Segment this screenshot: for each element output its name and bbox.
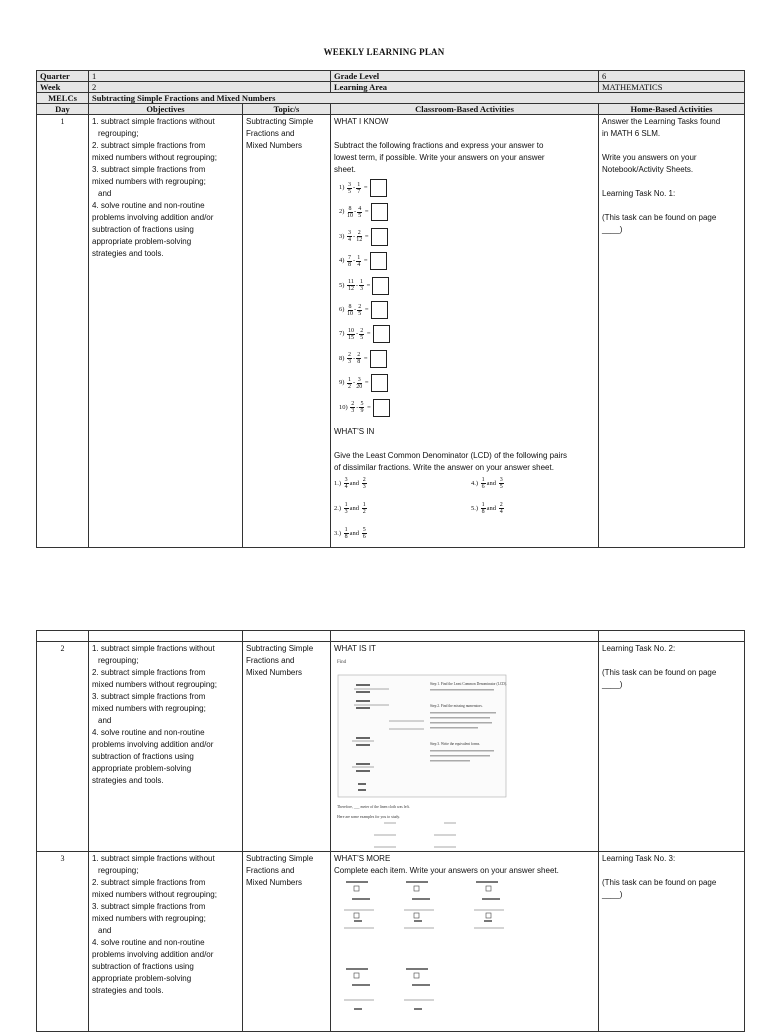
answer-box[interactable] [373,399,390,417]
weekly-plan-table [36,70,745,548]
denominator: 6 [481,484,485,490]
fraction [344,502,349,515]
denominator: 6 [362,534,366,540]
quarter-value: 1 [89,71,331,82]
denominator: 4 [348,237,352,244]
denominator: 3 [360,286,363,293]
denominator: 9 [360,408,364,415]
denominator: 4 [499,509,503,515]
denominator: 7 [357,188,361,195]
objective-line: appropriate problem-solving [92,974,192,983]
learning-task-1: Learning Task No. 1: [602,189,676,198]
denominator: 8 [481,509,485,515]
fraction [362,477,367,490]
what-is-it-heading: WHAT IS IT [334,644,376,653]
denominator: 4 [357,261,361,268]
fraction [344,527,349,540]
topic-line: Subtracting Simple [246,644,314,653]
denominator: 3 [362,484,366,490]
home-line: Answer the Learning Tasks found [602,117,721,126]
denominator: 3 [344,509,348,515]
objective-line: 3. subtract simple fractions from [92,902,206,911]
item-lines [344,910,504,1000]
numerator: 1 [357,254,361,261]
whats-more-heading: WHAT’S MORE [334,854,391,863]
problem-number: 5) [339,281,345,289]
pair-number: 2.) [334,504,342,512]
answer-box[interactable] [370,252,387,270]
melcs-row [37,93,745,104]
day3-home [599,852,745,1032]
week-label: Week [37,82,89,93]
problem-item: 1) $\frac{3}{5}$ - $\frac{1}{7}$ = [339,179,387,197]
numerator: 2 [351,401,355,408]
answer-box[interactable] [372,277,389,295]
answer-box[interactable] [370,179,387,197]
grade-value: 6 [599,71,745,82]
problem-item: 5) $\frac{11}{12}$ - $\frac{1}{3}$ = [339,277,389,295]
col-day: Day [37,104,89,115]
objective-line: subtraction of fractions using [92,962,194,971]
whats-in-heading: WHAT’S IN [334,427,375,436]
answer-box[interactable] [373,325,390,343]
lcd-pair-item [471,477,505,490]
day3-number: 3 [37,852,89,1032]
objective-line: strategies and tools. [92,776,164,785]
numerator: 11 [348,279,354,286]
objective-line: 1. subtract simple fractions without [92,117,215,126]
numerator: 3 [348,230,352,237]
objective-line: mixed numbers without regrouping; [92,680,217,689]
lcd-pair-item [334,502,368,515]
col-home: Home-Based Activities [599,104,745,115]
home-line: (This task can be found on page [602,213,717,222]
fraction [481,477,486,490]
objective-line: mixed numbers without regrouping; [92,890,217,899]
numerator: 1 [348,376,352,383]
fraction [356,352,361,365]
quarter-row [37,71,745,82]
fraction [356,230,362,243]
instruction-line: lowest term, if possible. Write your answers on your answer [334,153,545,162]
home-line: ____) [602,225,623,234]
melcs-label: MELCs [37,93,89,104]
steps-panel [338,675,506,797]
home-line: Write you answers on your [602,153,697,162]
fraction [499,477,504,490]
denominator: 10 [347,212,354,219]
problem-item: 10) $\frac{2}{3}$ - $\frac{5}{9}$ = [339,399,390,417]
day3-topic [243,852,331,1032]
objective-line: and [98,716,112,725]
step-3-note: Step 3. Write the equivalent forms. [430,742,481,746]
problem-number: 10) [339,403,348,411]
fraction [350,401,355,414]
day1-objectives [89,115,243,548]
problem-number: 6) [339,306,345,313]
objective-line: 4. solve routine and non-routine [92,938,205,947]
fraction [347,255,352,268]
numerator: 1 [481,502,485,508]
pair-number: 5.) [471,504,479,512]
home-line: ____) [602,890,623,899]
topic-line: Subtracting Simple [246,854,314,863]
area-label: Learning Area [331,82,599,93]
numerator: 3 [344,477,348,483]
objective-line: subtraction of fractions using [92,225,194,234]
topic-line: Mixed Numbers [246,878,303,887]
numerator: 4 [358,205,362,212]
answer-box[interactable] [371,228,388,246]
denominator: 5 [499,484,503,490]
home-line: Notebook/Activity Sheets. [602,165,694,174]
day2-topic [243,642,331,852]
day1-topic [243,115,331,548]
figure-note: Therefore, ___ meter of the linen cloth was left. [337,805,410,809]
objective-line: and [98,926,112,935]
complete-items-figure [334,878,596,1018]
objective-line: 2. subtract simple fractions from [92,141,206,150]
whats-in-instruction: Give the Least Common Denominator (LCD) of the following pairs [334,451,567,460]
whats-more-instruction: Complete each item. Write your answers on your answer sheet. [334,866,559,875]
objective-line: regrouping; [98,656,139,665]
fraction [356,182,361,195]
numerator: 7 [348,254,352,261]
fraction [357,206,362,219]
numerator: 1 [362,502,366,508]
denominator: 2 [348,383,352,390]
denominator: 10 [347,310,354,317]
topic-line: Fractions and [246,129,295,138]
numerator: 5 [362,527,366,533]
problem-item: 6) $\frac{8}{10}$ - $\frac{2}{5}$ = [339,301,388,319]
week-value: 2 [89,82,331,93]
objective-line: subtraction of fractions using [92,752,194,761]
examples [374,823,456,847]
worked-example-figure [334,655,596,849]
problem-item: 7) $\frac{10}{15}$ - $\frac{2}{5}$ = [339,325,390,343]
grade-label: Grade Level [331,71,599,82]
and-word: and [349,529,360,537]
objective-line: problems involving addition and/or [92,740,214,749]
objective-line: mixed numbers with regrouping; [92,704,206,713]
numerator: 1 [344,527,348,533]
numerator: 1 [357,181,361,188]
objective-line: mixed numbers with regrouping; [92,914,206,923]
objective-line: appropriate problem-solving [92,764,192,773]
fraction [347,206,353,219]
blank-header-row [37,631,745,642]
fraction [356,255,361,268]
day2-classroom [331,642,599,852]
numerator: 5 [360,401,364,408]
fraction [359,401,364,414]
item-glyphs [346,881,500,1010]
topic-line: Mixed Numbers [246,668,303,677]
home-line: in MATH 6 SLM. [602,129,661,138]
day3-classroom [331,852,599,1032]
denominator: 12 [347,286,354,293]
fraction [347,182,352,195]
answer-box[interactable] [371,203,388,221]
day1-home [599,115,745,548]
numerator: 2 [362,477,366,483]
and-word: and [486,479,497,487]
numerator: 2 [348,352,352,359]
fraction [347,377,352,390]
objective-line: 1. subtract simple fractions without [92,644,215,653]
weekly-plan-table-page2 [36,630,745,1032]
col-objectives: Objectives [89,104,243,115]
figure-note-2: Here are some examples for you to study. [337,815,401,819]
and-word: and [349,479,360,487]
denominator: 8 [357,359,361,366]
numerator: 2 [360,327,364,334]
area-value: MATHEMATICS [599,82,745,93]
denominator: 3 [351,408,355,415]
step-2-note: Step 2. Find the missing numerators. [430,704,483,708]
day3-row [37,852,745,1032]
whats-in-instruction: of dissimilar fractions. Write the answer on your answer sheet. [334,463,554,472]
day1-row [37,115,745,548]
objective-line: and [98,189,112,198]
lcd-pair-item [334,527,368,540]
topic-line: Fractions and [246,656,295,665]
fraction [356,377,362,390]
fraction [344,477,349,490]
numerator: 2 [499,502,503,508]
topic-line: Subtracting Simple [246,117,314,126]
numerator: 3 [348,181,352,188]
numerator: 2 [358,303,362,310]
objective-line: regrouping; [98,866,139,875]
instruction-line: Subtract the following fractions and express your answer to [334,141,544,150]
numerator: 10 [348,327,355,334]
fraction [359,328,364,341]
home-line: ____) [602,680,623,689]
home-line: (This task can be found on page [602,668,717,677]
numerator: 1 [360,279,363,286]
step-1-note: Step 1. Find the Least Common Denominator (LCD). [430,682,507,686]
objective-line: problems involving addition and/or [92,213,214,222]
topic-line: Fractions and [246,866,295,875]
home-line: (This task can be found on page [602,878,717,887]
melcs-value: Subtracting Simple Fractions and Mixed Numbers [89,93,745,104]
day1-number: 1 [37,115,89,548]
answer-box[interactable] [370,350,387,368]
fraction [347,279,355,292]
objective-line: 3. subtract simple fractions from [92,165,206,174]
problem-number: 3) [339,232,345,240]
topic-line: Mixed Numbers [246,141,303,150]
fraction [359,279,364,292]
numerator: 2 [357,230,361,237]
day1-classroom [331,115,599,548]
denominator: 5 [358,212,362,219]
numerator: 1 [344,502,348,508]
problem-number: 1) [339,184,345,191]
denominator: 8 [348,261,352,268]
objective-line: strategies and tools. [92,249,164,258]
problem-number: 8) [339,354,345,362]
denominator: 5 [360,334,364,341]
and-word: and [486,504,497,512]
problem-item: 3) $\frac{3}{4}$ - $\frac{2}{12}$ = [339,228,388,246]
what-i-know-heading: WHAT I KNOW [334,117,389,126]
day2-objectives [89,642,243,852]
lcd-pair-item [471,502,505,515]
numerator: 3 [357,376,361,383]
and-word: and [349,504,360,512]
objective-line: 4. solve routine and non-routine [92,728,205,737]
page-title: WEEKLY LEARNING PLAN [323,47,445,57]
pair-number: 4.) [471,479,479,487]
learning-task-2: Learning Task No. 2: [602,644,676,653]
fraction [362,527,367,540]
objective-line: 2. subtract simple fractions from [92,878,206,887]
fraction [347,230,352,243]
fraction [347,352,352,365]
answer-box[interactable] [371,301,388,319]
numerator: 2 [357,352,361,359]
fraction [347,304,353,317]
denominator: 15 [348,334,355,341]
objective-line: mixed numbers without regrouping; [92,153,217,162]
problem-item: 8) $\frac{2}{3}$ - $\frac{2}{8}$ = [339,350,387,368]
fraction [481,502,486,515]
denominator: 20 [356,383,363,390]
figure-caption: Find [337,660,347,665]
problem-item: 2) $\frac{8}{10}$ - $\frac{4}{5}$ = [339,203,388,221]
day2-home [599,642,745,852]
col-topics: Topic/s [243,104,331,115]
objective-line: appropriate problem-solving [92,237,192,246]
objective-line: 4. solve routine and non-routine [92,201,205,210]
numerator: 8 [348,205,352,212]
objective-line: mixed numbers with regrouping; [92,177,206,186]
objective-line: 1. subtract simple fractions without [92,854,215,863]
numerator: 1 [481,477,485,483]
numerator: 8 [348,303,352,310]
fraction [362,502,367,515]
denominator: 5 [348,188,352,195]
denominator: 12 [356,237,363,244]
pair-number: 1.) [334,479,342,487]
column-header-row [37,104,745,115]
fraction [357,304,362,317]
problem-number: 9) [339,379,345,387]
problem-item: 9) $\frac{1}{2}$ - $\frac{3}{20}$ = [339,374,388,392]
denominator: 2 [362,509,366,515]
objective-line: regrouping; [98,129,139,138]
pair-number: 3.) [334,529,342,537]
answer-box[interactable] [371,374,388,392]
problem-number: 2) [339,208,345,216]
learning-task-3: Learning Task No. 3: [602,854,676,863]
day2-row [37,642,745,852]
denominator: 3 [348,359,352,366]
denominator: 5 [358,310,362,317]
problem-number: 7) [339,330,345,338]
instruction-line: sheet. [334,165,356,174]
problem-number: 4) [339,257,345,265]
objective-line: 2. subtract simple fractions from [92,668,206,677]
denominator: 4 [344,484,348,490]
week-row [37,82,745,93]
day3-objectives [89,852,243,1032]
problem-item: 4) $\frac{7}{8}$ - $\frac{1}{4}$ = [339,252,387,270]
col-classroom: Classroom-Based Activities [331,104,599,115]
denominator: 8 [344,534,348,540]
objective-line: strategies and tools. [92,986,164,995]
objective-line: problems involving addition and/or [92,950,214,959]
numerator: 3 [499,477,503,483]
objective-line: 3. subtract simple fractions from [92,692,206,701]
fraction [499,502,504,515]
fraction [347,328,355,341]
quarter-label: Quarter [37,71,89,82]
lcd-pair-item [334,477,368,490]
day2-number: 2 [37,642,89,852]
